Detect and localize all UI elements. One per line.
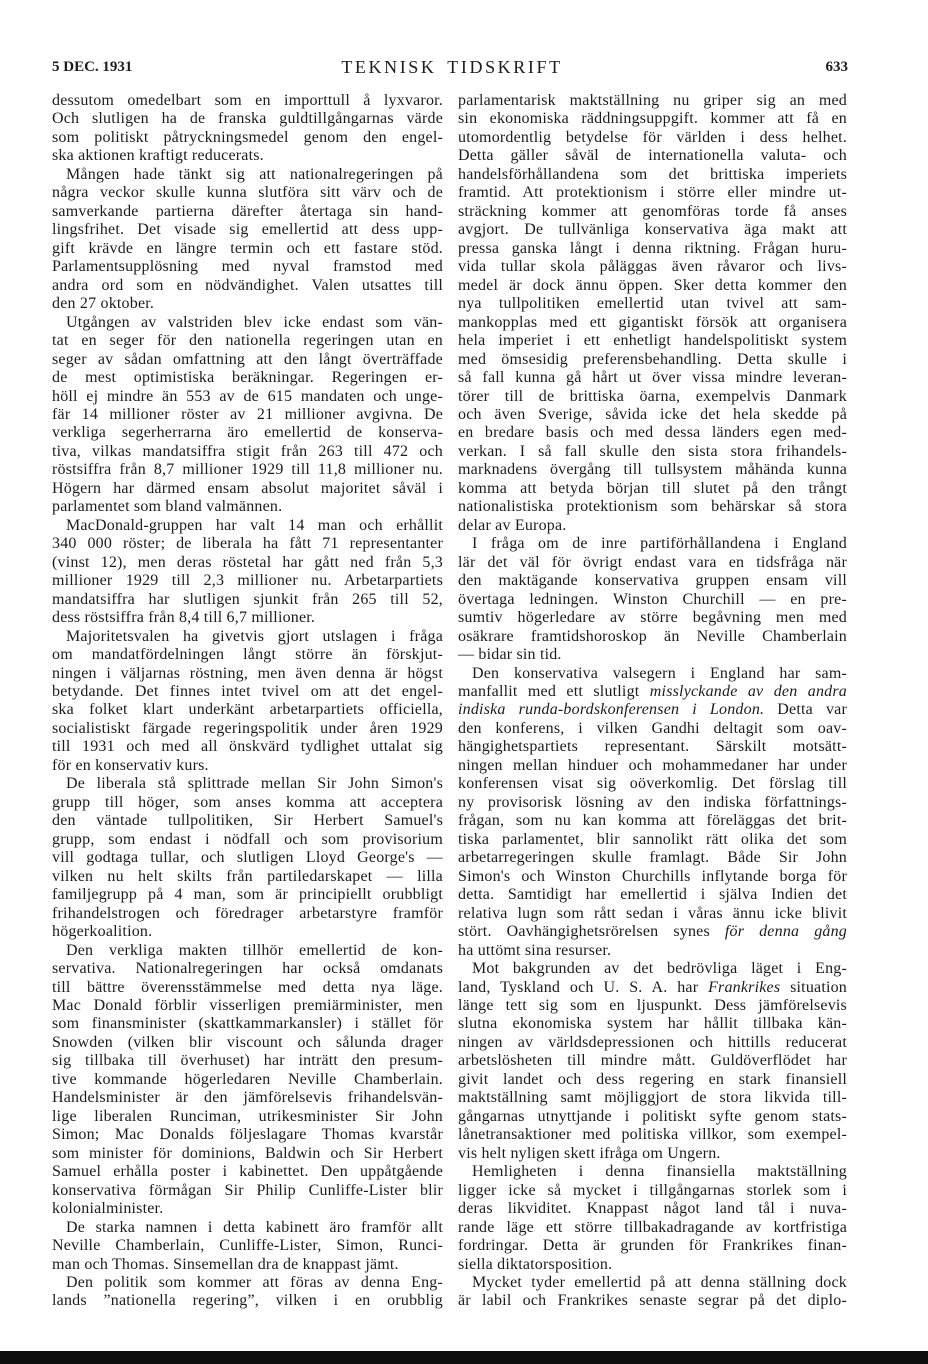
text-line: tiska parlamentet, blir sannolikt rätt olika det som (458, 830, 847, 848)
paragraph (52, 1219, 443, 1274)
text-line: som finansminister (skattkammarkansler) i stället för (52, 1015, 443, 1033)
text-line: är labil och Frankrikes senaste segrar på det diplo- (458, 1292, 847, 1310)
text-line: handelsförhållandena som det brittiska imperiets (458, 165, 847, 183)
text-line: törer till de brittiska öarna, exempelvis Danmark (458, 387, 847, 405)
text-line: ligger icke så mycket i tillgångarnas storlek som i (458, 1181, 847, 1199)
text-line: den 27 oktober. (52, 295, 155, 313)
text-line: Mången hade tänkt sig att nationalregeringen på (66, 165, 443, 183)
text-line: arbetarregeringen skulle framlagt. Både Sir John (458, 849, 847, 867)
text-line: konferensen visat sig oöverkomlig. Det förslag till (458, 775, 847, 793)
text-line: vis helt nyligen skett ifråga om Ungern. (458, 1144, 721, 1162)
text-line: Den verkliga makten tillhör emellertid de kon- (66, 941, 443, 959)
text-line: Simon; Mac Donalds följeslagare Thomas kvarstår (52, 1126, 443, 1144)
text-line: Simon's och Winston Churchills inflytande borga för (458, 867, 847, 885)
text-run: manfallit med ett slutligt (458, 683, 650, 700)
text-line: ha uttömt sina resurser. (458, 941, 612, 959)
text-line: betydande. Det finnes intet tvivel om att det engel- (52, 683, 443, 700)
paragraph (52, 775, 443, 941)
text-line (458, 683, 847, 701)
text-line: de mest optimistiska beräkningar. Regeringen er- (52, 369, 443, 387)
text-line: Mot bakgrunden av det bedrövliga läget i Eng- (472, 960, 847, 978)
journal-title: TEKNISK TIDSKRIFT (341, 57, 563, 77)
text-line: lär det väl för övrigt endast vara en tidsfråga när (458, 553, 847, 571)
italic-phrase: indiska runda-bordskonferensen i London. (458, 701, 765, 719)
text-line: I fråga om de inre partiförhållandena i England (472, 535, 847, 553)
text-line: grupp till höger, som anses komma att acceptera (52, 793, 443, 811)
text-line: medel är dock ännu öppen. Sker detta kommer den (458, 276, 847, 294)
text-run: land, Tyskland och U. S. A. har (458, 978, 709, 996)
text-line: Högern har därmed ensam absolut majoritet såväl i (52, 479, 443, 497)
text-line: Mac Donald förblir visserligen premiärminister, men (52, 996, 443, 1014)
text-line: Den politik som kommer att föras av denna Eng- (66, 1274, 443, 1291)
text-line: detta. Samtidigt har emellertid i själva Indien det (458, 886, 847, 904)
text-line: dessutom omedelbart som en importtull å lyxvaror. (52, 92, 443, 109)
paragraph (458, 1274, 847, 1311)
right-text-column (458, 92, 847, 1311)
text-line: länge tett sig som en ljuspunkt. Dess jämförelsevis (458, 996, 847, 1014)
text-line: tat en seger för den nationella regeringen utan en (52, 332, 443, 350)
text-line: den konferens, i vilken Gandhi deltagit som oav- (458, 719, 847, 737)
text-line: tiva, vilkas mandatsiffra stigit från 263 till 472 och (52, 442, 443, 460)
text-line: sin ekonomiska räddningsuppgift. kommer att få en (458, 110, 847, 128)
text-line: andra ord som en nödvändighet. Valen utsattes till (52, 276, 443, 294)
text-run: stört. Oavhängighetsrörelsen synes (458, 923, 725, 941)
text-line: utomordentlig betydelse för världen i dess helhet. (458, 128, 847, 146)
text-line: tive kommande högerledaren Neville Chamberlain. (52, 1070, 443, 1088)
paragraph (52, 942, 443, 1219)
text-line: ska aktionen kraftigt reducerats. (52, 147, 264, 165)
text-line: socialistiskt färgade regeringspolitik under åren 1929 (52, 719, 443, 737)
running-header (0, 57, 928, 77)
text-line: familjegrupp på 4 man, som är principiellt orubbligt (52, 886, 443, 904)
text-line: marknadens övergång till tullsystem måhända kunna (458, 461, 847, 479)
text-line: man och Thomas. Sinsemellan dra de knappast jämt. (52, 1255, 399, 1273)
text-line: arbetslösheten till mindre mått. Guldöverflödet har (458, 1052, 847, 1070)
text-line (458, 923, 847, 941)
text-line: Parlamentsupplösning med nyval framstod med (52, 258, 443, 276)
text-line: sträckning kommer att genomföras torde få anses (458, 202, 847, 220)
text-line: Majoritetsvalen ha givetvis gjort utslagen i fråga (66, 627, 443, 645)
paragraph (52, 92, 443, 166)
text-line: framtid. Att protektionism i större eller mindre ut- (458, 184, 847, 202)
text-line: MacDonald-gruppen har valt 14 man och erhållit (66, 516, 443, 534)
text-line: fordringar. Detta är grunden för Frankrikes finan- (458, 1237, 847, 1255)
text-line: parlamentet som bland valmännen. (52, 498, 283, 516)
text-line: övertaga ledningen. Winston Churchill — en pre- (458, 590, 847, 608)
paragraph (52, 628, 443, 776)
text-line: Handelsminister är den jämförelsevis frihandelsvän- (52, 1089, 443, 1107)
text-line: siella diktatorsposition. (458, 1255, 613, 1273)
text-line: deras likviditet. Knappast något land tål i nuva- (458, 1200, 847, 1218)
text-line: De liberala stå splittrade mellan Sir John Simon's (66, 775, 443, 793)
text-line: hängighetspartiets representant. Särskilt motsätt- (458, 738, 847, 756)
paragraph (458, 92, 847, 535)
text-line: Utgången av valstriden blev icke endast som vän- (66, 313, 443, 331)
text-line: Den konservativa valsegern i England har sam- (472, 664, 847, 682)
text-line: konservativa förmågan Sir Philip Cunliffe-Lister blir (52, 1181, 443, 1199)
text-line: den maktägande konservativa gruppen ensam vill (458, 572, 847, 590)
text-line: om mandatfördelningen långt större än förskjut- (52, 646, 443, 664)
text-line: till 1931 och med all önskvärd tydlighet uttalat sig (52, 738, 443, 756)
text-line: vida tullar skola påläggas även råvaror och livs- (458, 258, 847, 276)
text-line: och även Sverige, såvida icke det hela skedde på (458, 405, 847, 423)
text-line: parlamentarisk maktställning nu griper sig an med (458, 92, 847, 109)
text-line: sumtiv högerledare av större begåvning men med (458, 609, 847, 627)
issue-date: 5 DEC. 1931 (52, 59, 133, 75)
text-line: röstsiffra från 8,7 millioner 1929 till 11,8 millioner nu. (52, 461, 443, 479)
text-line (458, 979, 847, 997)
text-line: frihandelstrogen och föredrager arbetarstyre framför (52, 904, 443, 922)
paragraph (52, 517, 443, 628)
text-line: hela imperiet i ett enhetligt handelspolitiskt system (458, 332, 847, 350)
text-line: avgjort. De tullvänliga konservativa äga makt att (458, 221, 847, 239)
text-run: Detta var (764, 701, 848, 719)
paragraph (458, 960, 847, 1163)
text-run: situation (780, 978, 848, 996)
paragraph (458, 1163, 847, 1274)
text-line: slutna ekonomiska system har hållit tillbaka kän- (458, 1015, 847, 1033)
text-line: lige liberalen Runciman, utrikesminister Sir John (52, 1107, 443, 1125)
text-line: med ömsesidig preferensbehandling. Detta skulle i (458, 350, 847, 368)
text-line: ningen av världsdepressionen och hittills reducerat (458, 1033, 847, 1051)
text-line: den väntade tullpolitiken, Sir Herbert Samuel's (52, 812, 443, 830)
text-line: som minister för dominions, Baldwin och Sir Herbert (52, 1144, 443, 1162)
text-line: dess röstsiffra från 8,4 till 6,7 millioner. (52, 609, 316, 627)
text-line: höll ej mindre än 553 av de 615 mandaten och unge- (52, 387, 443, 405)
text-line: Och slutligen ha de franska guldtillgångarnas värde (52, 110, 443, 128)
text-line: frågan, som nu kan komma att föreläggas det brit- (458, 812, 847, 830)
scan-edge (0, 1351, 928, 1364)
text-line: — bidar sin tid. (458, 646, 562, 664)
text-line: givit landet och dess regering en stark finansiell (458, 1070, 847, 1088)
text-line: vill godtaga tullar, och slutligen Lloyd George's — (52, 849, 443, 867)
text-line: lands ”nationella regering”, vilken i en orubblig (52, 1292, 443, 1310)
text-line: Mycket tyder emellertid på att denna ställning dock (472, 1274, 847, 1291)
page-number: 633 (825, 59, 848, 75)
text-line: Snowden (vilken blir viscount och sålunda drager (52, 1033, 443, 1051)
text-line: gift krävde en längre termin och ett fastare stöd. (52, 239, 443, 257)
text-line: De starka namnen i detta kabinett äro framför allt (66, 1218, 443, 1236)
text-line: ningen mellan hinduer och mohammedaner har under (458, 756, 847, 774)
text-line: som politiskt påtryckningsmedel genom den engel- (52, 128, 443, 146)
text-line: delar av Europa. (458, 516, 567, 534)
italic-phrase: misslyckande av den andra (649, 683, 848, 700)
text-line: några veckor skulle kunna slutföra sitt värv och de (52, 184, 443, 202)
text-line: nationalistiska protektionism som behärskar så stora (458, 498, 847, 516)
text-line: komma att betyda början till slutet på den trångt (458, 479, 847, 497)
paragraph (458, 535, 847, 664)
paragraph (52, 1274, 443, 1311)
italic-phrase: för denna gång (724, 923, 847, 941)
text-line: verkan. I så fall skulle den sista stora frihandels- (458, 442, 847, 460)
text-line: Hemligheten i denna finansiella maktställning (472, 1163, 847, 1181)
text-line: grupp, som endast i nödfall och som provisorium (52, 830, 443, 848)
text-line: Neville Chamberlain, Cunliffe-Lister, Simon, Runci- (52, 1237, 443, 1255)
text-line: lingsfrihet. Det visade sig emellertid att dess upp- (52, 221, 443, 239)
text-line: Detta gäller såväl de internationella valuta- och (458, 147, 847, 165)
text-line: (vinst 12), men deras röstetal har gått ned från 5,3 (52, 553, 443, 571)
text-line: högerkoalition. (52, 923, 153, 941)
text-line: ny provisorisk lösning av den indiska författnings- (458, 793, 847, 811)
left-text-column (52, 92, 443, 1311)
text-line: 340 000 röster; de liberala ha fått 71 representanter (52, 535, 443, 553)
text-line: rande läge ett större tillbakadragande av kortfristiga (458, 1218, 847, 1236)
text-line: sig tillbaka till överhuset) har inträtt den presum- (52, 1052, 443, 1070)
text-line: samverkande partierna därefter återtaga sin hand- (52, 202, 443, 220)
text-line: vilken nu helt skilts från partiledarskapet — lilla (52, 867, 443, 885)
text-line: osäkrare framtidshoroskop än Neville Chamberlain (458, 627, 847, 645)
text-line: pressa ganska långt i denna riktning. Frågan huru- (458, 239, 847, 257)
text-line: seger av sådan omfattning att den långt överträffade (52, 350, 443, 368)
italic-phrase: Frankrikes (708, 978, 781, 996)
text-line: lånetransaktioner med politiska villkor, som exempel- (458, 1126, 847, 1144)
text-line: mandatsiffra har slutligen sjunkit från 265 till 52, (52, 590, 443, 608)
text-line: verkliga segerherrarna äro emellertid de konserva- (52, 424, 443, 442)
paragraph (52, 166, 443, 314)
text-line: maktställning samt möjliggjort de stora likvida till- (458, 1089, 847, 1107)
text-line: gångarnas utnyttjande i politiskt syfte genom stats- (458, 1107, 847, 1125)
text-line: fär 14 millioner röster av 21 millioner avgivna. De (52, 405, 443, 423)
text-line: servativa. Nationalregeringen har också omdanats (52, 960, 443, 978)
text-line: kolonialminister. (52, 1200, 164, 1218)
text-line: ningen i väljarnas röstning, men även denna är högst (52, 664, 443, 682)
text-line: relativa lugn som rått sedan i våras ännu icke blivit (458, 904, 847, 922)
text-line: Samuel erhålla poster i kabinettet. Den uppåtgående (52, 1163, 443, 1181)
text-line: nya tullpolitiken emellertid utan tvivel att sam- (458, 295, 847, 313)
text-line: mankopplas med ett gigantiskt försök att organisera (458, 313, 847, 331)
text-line: millioner 1929 till 2,3 millioner nu. Arbetarpartiets (52, 572, 443, 590)
paragraph (52, 314, 443, 517)
text-line: så fall kunna gå hårt ut över vissa mindre leveran- (458, 369, 847, 387)
text-line: ska folket klart underkänt arbetarpartiets officiella, (52, 701, 443, 719)
paragraph (458, 665, 847, 961)
text-line: en bredare basis och med dessa länders egen med- (458, 424, 847, 442)
text-line: för en konservativ kurs. (52, 756, 209, 774)
text-line: till bättre överensstämmelse med detta nya läge. (52, 978, 443, 996)
text-line (458, 701, 847, 719)
